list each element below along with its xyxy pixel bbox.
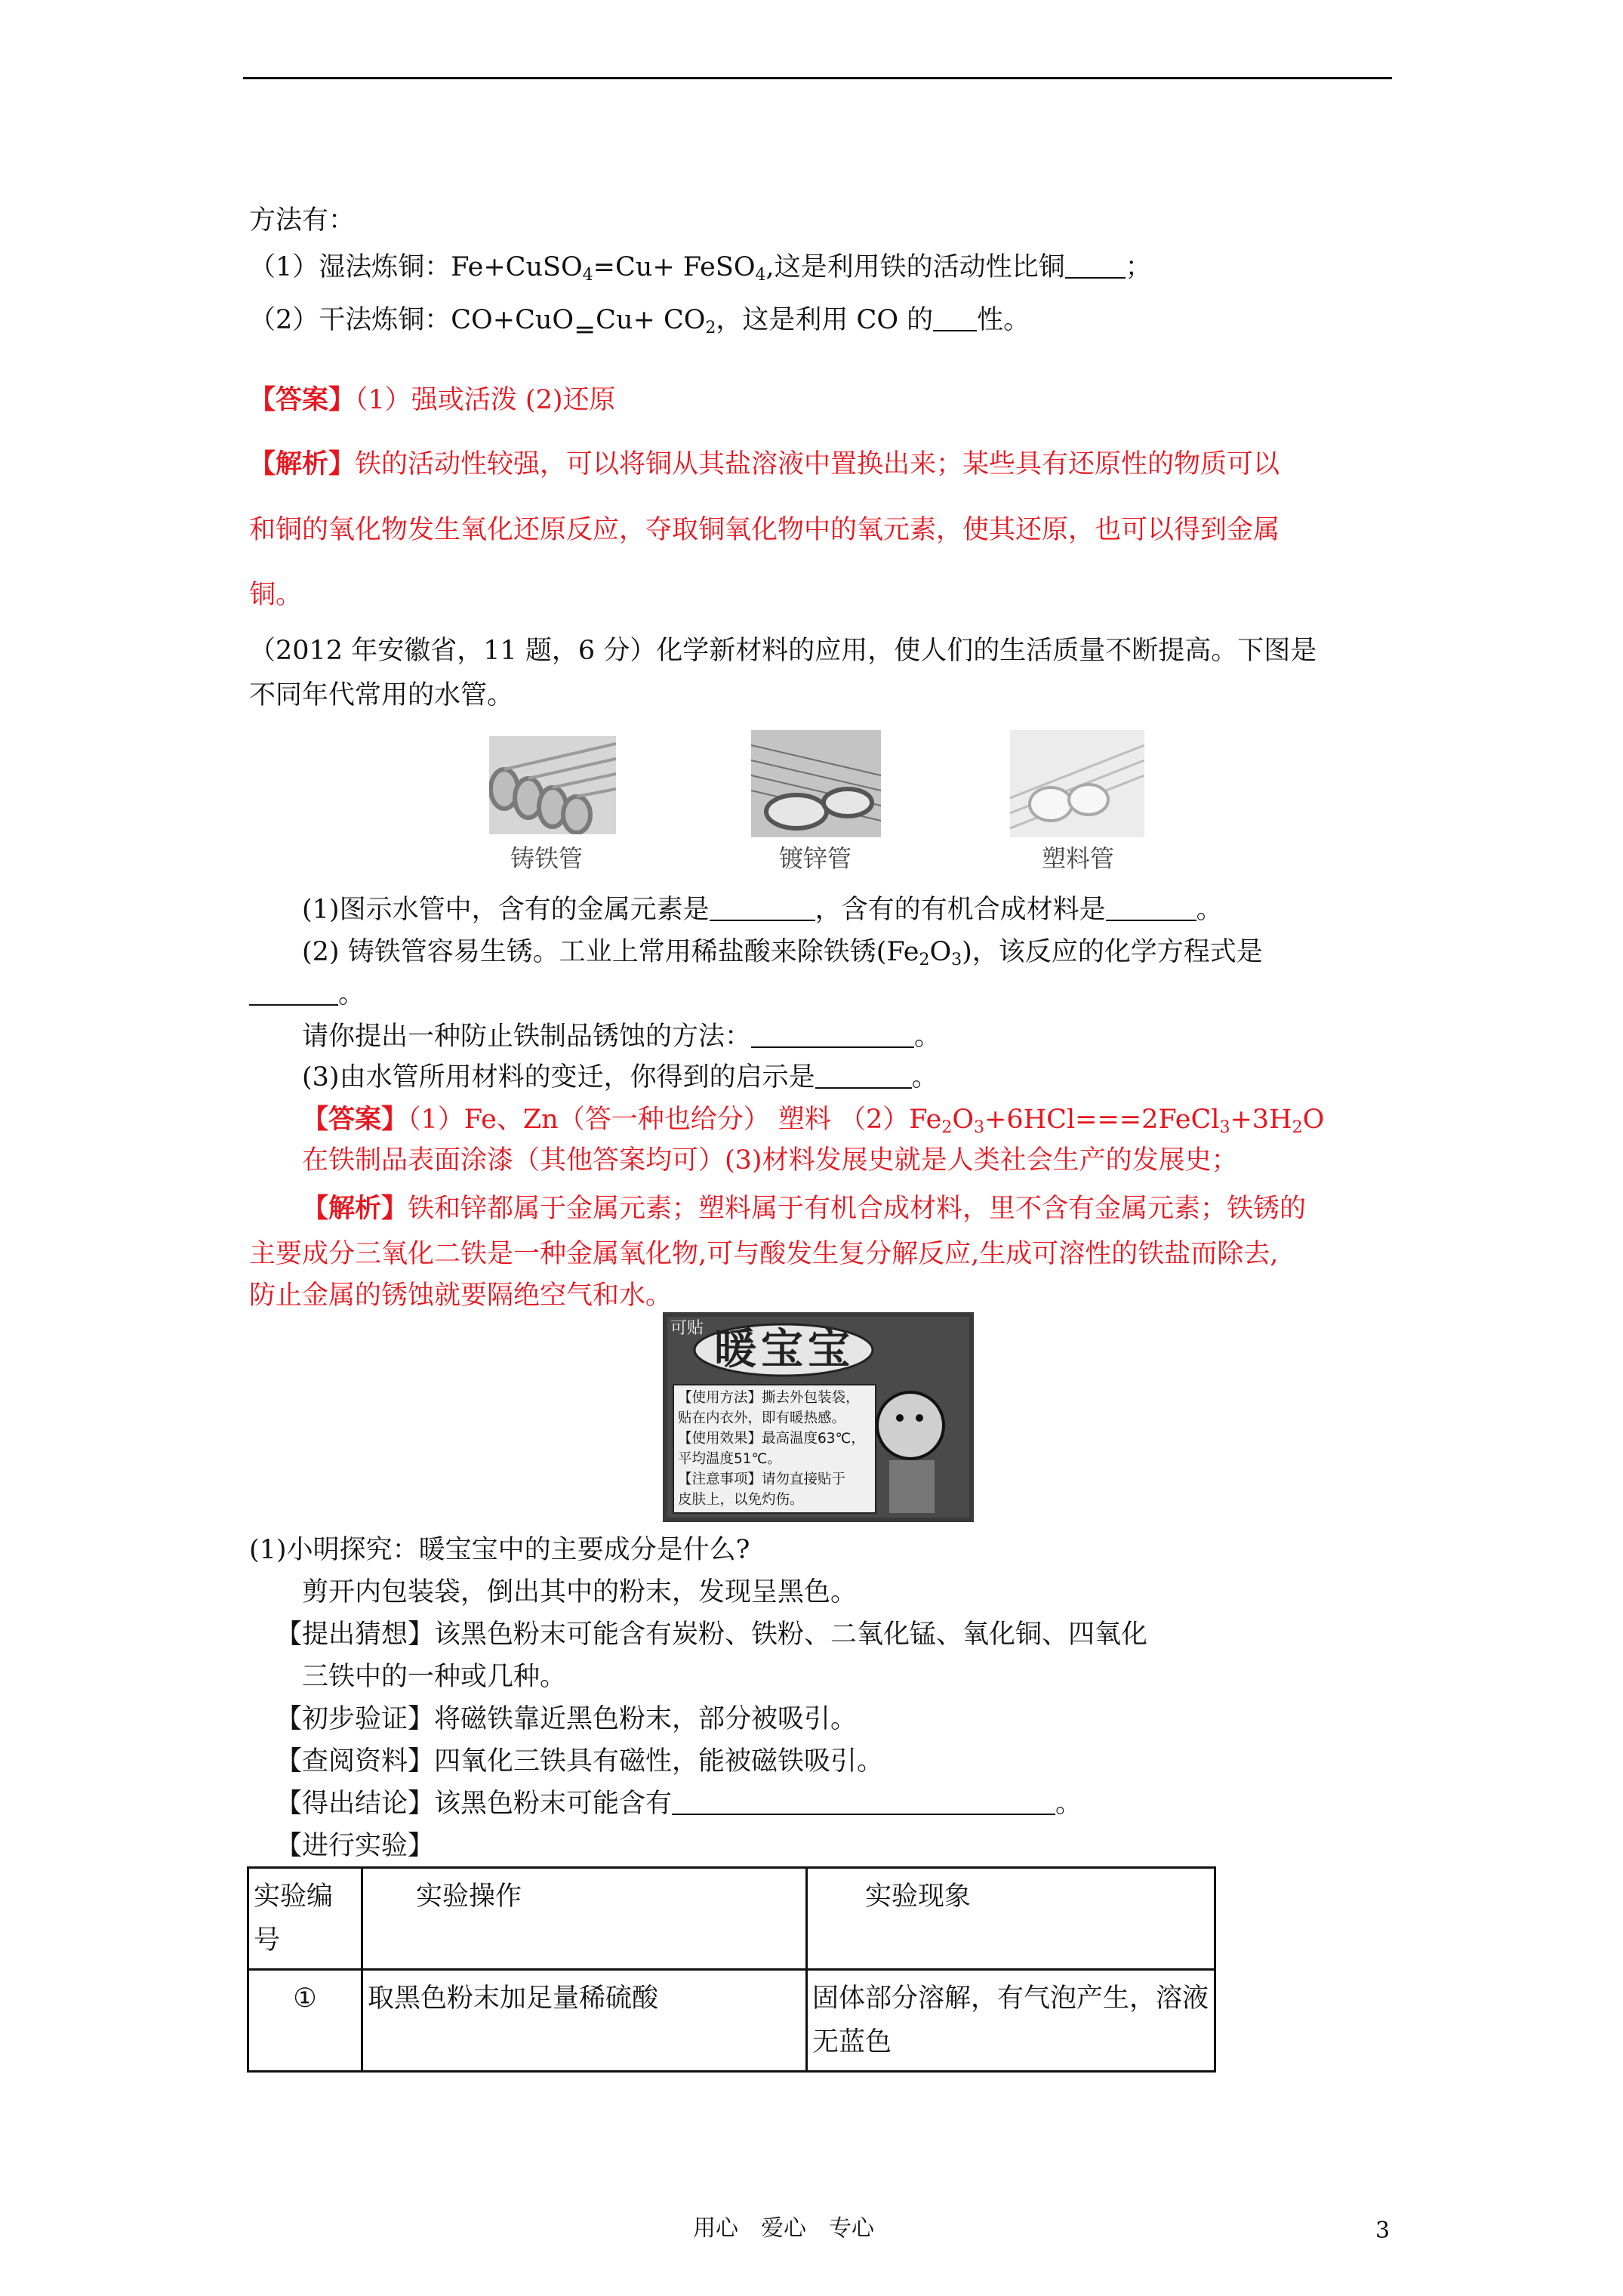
- q2-intro-line: （2012 年安徽省，11 题，6 分）化学新材料的应用，使人们的生活质量不断提高。下图是: [249, 636, 1317, 666]
- warmer-instructions: 【使用方法】撕去外包装袋， 贴在内衣外，即有暖热感。 【使用效果】最高温度63℃， 平均温度51℃。 【注意事项】请勿直接贴于 皮肤上，以免灼伤。: [678, 1390, 865, 1508]
- q1-intro: 方法有：: [249, 205, 356, 236]
- header-rule: [243, 77, 1392, 79]
- q2-item1: (1)图示水管中，含有的金属元素是 ，含有的有机合成材料是 。: [302, 895, 1223, 925]
- q1-answer: 【答案】（1）强或活泼 (2)还原: [249, 384, 616, 415]
- table-row: [248, 1970, 1215, 2072]
- table-header-cell: 实验操作: [362, 1868, 807, 1970]
- q2-answer: 【答案】（1）Fe、Zn（答一种也给分） 塑料 $(2)Fe_2O_3+6HCl===2FeCl_3+3H_2O$: [302, 1104, 1325, 1137]
- q2-analysis-line: 【解析】铁和锌都属于金属元素；塑料属于有机合成材料，里不含有金属元素；铁锈的: [302, 1193, 1307, 1224]
- pipe-caption: 铸铁管: [510, 844, 584, 873]
- pipe-caption: 塑料管: [1042, 844, 1115, 873]
- page-footer: 用心 爱心 专心: [693, 2215, 874, 2242]
- q2-item3: (3)由水管所用材料的变迁，你得到的启示是 。: [302, 1062, 938, 1093]
- warmer-corner-label: 可贴: [670, 1319, 704, 1338]
- table-cell: ①: [248, 1970, 362, 2072]
- q3-line: 【查阅资料】四氧化三铁具有磁性，能被磁铁吸引。: [276, 1746, 884, 1777]
- pipe-caption: 镀锌管: [779, 844, 852, 873]
- q3-line: 【初步验证】将磁铁靠近黑色粉末，部分被吸引。: [276, 1704, 858, 1734]
- q1-dry-method: （2）干法炼铜：CO+CuO ═ $Cu+ CO_2$，这是利用 CO 的 性。: [249, 305, 1030, 346]
- q2-item2-end: 。: [249, 982, 365, 1008]
- table-header-row: [248, 1868, 1215, 1970]
- table-cell: 固体部分溶解，有气泡产生，溶液无蓝色: [807, 1970, 1215, 2072]
- q2-analysis-line: 主要成分三氧化二铁是一种金属氧化物,可与酸发生复分解反应,生成可溶性的铁盐而除去,: [249, 1239, 1279, 1269]
- q3-line: 【提出猜想】该黑色粉末可能含有炭粉、铁粉、二氧化锰、氧化铜、四氧化: [276, 1620, 1148, 1650]
- q1-analysis-line: 和铜的氧化物发生氧化还原反应，夺取铜氧化物中的氧元素，使其还原，也可以得到金属: [249, 515, 1280, 545]
- table-header-cell: 实验现象: [807, 1868, 1215, 1970]
- q3-line: (1)小明探究：暖宝宝中的主要成分是什么?: [249, 1535, 750, 1565]
- cast-iron-pipe-image: [489, 736, 616, 834]
- q2-item2b: 请你提出一种防止铁制品锈蚀的方法： 。: [302, 1022, 941, 1052]
- q1-analysis-line: 铜。: [249, 580, 303, 610]
- galvanized-pipe-image: [751, 730, 881, 837]
- q3-line: 剪开内包装袋，倒出其中的粉末，发现呈黑色。: [302, 1577, 858, 1607]
- q3-conclusion: 【得出结论】该黑色粉末可能含有 。: [276, 1789, 1083, 1819]
- q3-experiment-heading: 【进行实验】: [276, 1831, 435, 1861]
- page-number: 3: [1375, 2217, 1390, 2244]
- hand-warmer-package-image: [663, 1312, 974, 1522]
- q2-intro-line: 不同年代常用的水管。: [249, 680, 514, 710]
- table-header-cell: 实验编号: [248, 1868, 362, 1970]
- experiment-table: [247, 1866, 1216, 2073]
- plastic-pipe-image: [1010, 730, 1144, 837]
- table-cell: 取黑色粉末加足量稀硫酸: [362, 1970, 807, 2072]
- q3-line: 三铁中的一种或几种。: [302, 1662, 567, 1692]
- q1-analysis-line: 【解析】铁的活动性较强，可以将铜从其盐溶液中置换出来；某些具有还原性的物质可以: [249, 448, 1280, 479]
- q2-item2: (2) 铸铁管容易生锈。工业上常用稀盐酸来除铁锈$(Fe_2O_3)$，该反应的化学方程式是: [302, 937, 1263, 969]
- q1-wet-method: （1）湿法炼铜：Fe+CuSO$_4$=Cu+ FeSO$_4$,这是利用铁的活动性比铜 ；: [249, 252, 1152, 285]
- warmer-brand: 暖宝宝: [714, 1325, 855, 1374]
- q2-analysis-line: 防止金属的锈蚀就要隔绝空气和水。: [249, 1281, 673, 1311]
- q2-answer-line: 在铁制品表面涂漆（其他答案均可）(3)材料发展史就是人类社会生产的发展史；: [302, 1145, 1238, 1176]
